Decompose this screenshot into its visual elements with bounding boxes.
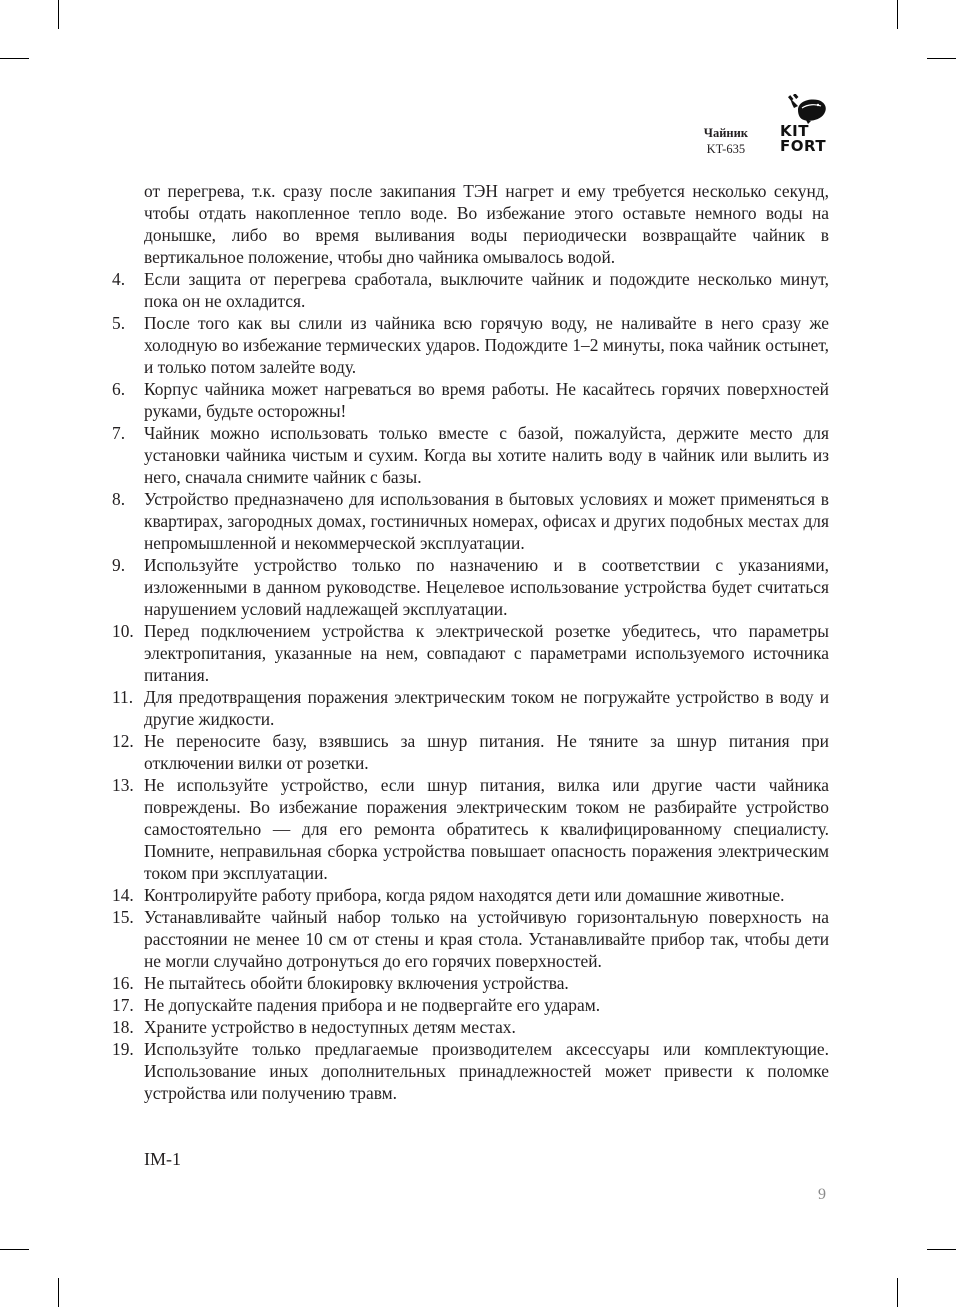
- crop-mark: [927, 58, 956, 59]
- list-item: 15. Устанавливайте чайный набор только на устойчивую горизонтальную поверхность на расстоянии не менее 10 см от стены и края стола. Устанавливайте прибор так, чтобы дети не могли случайно дотронуться до его горячих поверхностей.: [112, 907, 829, 971]
- instructions-list: [112, 180, 829, 1104]
- list-item: 18. Храните устройство в недоступных детям местах.: [112, 1017, 516, 1037]
- crop-mark: [0, 58, 29, 59]
- page-header: [680, 92, 840, 162]
- crop-mark: [58, 1278, 59, 1307]
- list-item: 10. Перед подключением устройства к электрической розетке убедитесь, что параметры электропитания, указанные на нем, совпадают с параметрами используемого источника питания.: [112, 621, 829, 685]
- product-label: [704, 125, 748, 157]
- list-item: 16. Не пытайтесь обойти блокировку включения устройства.: [112, 973, 569, 993]
- product-name: Чайник: [703, 126, 748, 140]
- product-model: KT-635: [706, 142, 746, 156]
- list-item: 11. Для предотвращения поражения электрическим током не погружайте устройство в воду и другие жидкости.: [112, 687, 829, 729]
- list-item: 4. Если защита от перегрева сработала, выключите чайник и подождите несколько минут, пока он не охладится.: [112, 269, 829, 311]
- brand-wordmark: KIT FORT: [780, 122, 827, 155]
- list-item: 12. Не переносите базу, взявшись за шнур питания. Не тяните за шнур питания при отключении вилки от розетки.: [112, 731, 829, 773]
- continuation-paragraph: от перегрева, т.к. сразу после закипания ТЭН нагрет и ему требуется несколько секунд, чтобы отдать накопленное тепло воде. Во избежание этого оставьте немного воды на донышке, либо во время выливания воды периодически возвращайте чайник в вертикальное положение, чтобы дно чайника омывалось водой.: [144, 181, 829, 267]
- document-code: IM-1: [144, 1149, 181, 1169]
- crop-mark: [897, 1278, 898, 1307]
- whale-plug-icon: [788, 94, 828, 124]
- page-number: 9: [818, 1186, 826, 1203]
- list-item: 9. Используйте устройство только по назначению и в соответствии с указаниями, изложенными в данном руководстве. Нецелевое использование устройства будет считаться нарушением условий надлежащей эксплуатации.: [112, 555, 829, 619]
- crop-mark: [0, 1249, 29, 1250]
- crop-mark: [58, 0, 59, 29]
- list-item: 19. Используйте только предлагаемые производителем аксессуары или комплектующие. Использование иных дополнительных принадлежностей может привести к поломке устройства или получению травм.: [112, 1039, 829, 1103]
- brand-logo: [780, 92, 840, 156]
- list-item: 5. После того как вы слили из чайника всю горячую воду, не наливайте в него сразу же холодную во избежание термических ударов. Подождите 1–2 минуты, пока чайник остынет, и только потом залейте воду.: [112, 313, 829, 377]
- list-item: 6. Корпус чайника может нагреваться во время работы. Не касайтесь горячих поверхностей руками, будьте осторожны!: [112, 379, 829, 421]
- list-item: 14. Контролируйте работу прибора, когда рядом находятся дети или домашние животные.: [112, 885, 785, 905]
- list-item: 8. Устройство предназначено для использования в бытовых условиях и может применяться в квартирах, загородных домах, гостиничных номерах, офисах и других подобных местах для непромышленной и некоммерческой эксплуатации.: [112, 489, 829, 553]
- crop-mark: [927, 1249, 956, 1250]
- list-item: 13. Не используйте устройство, если шнур питания, вилка или другие части чайника повреждены. Во избежание поражения электрическим током не разбирайте устройство самостоятельно — для его ремонта обратитесь к квалифицированному специалисту. Помните, неправильная сборка устройства повышает опасность поражения электрическим током при эксплуатации.: [112, 775, 829, 883]
- list-item: 7. Чайник можно использовать только вместе с базой, пожалуйста, держите место для установки чайника чистым и сухим. Когда вы хотите налить воду в чайник или вылить из него, сначала снимите чайник с базы.: [112, 423, 829, 487]
- crop-mark: [897, 0, 898, 29]
- list-item: 17. Не допускайте падения прибора и не подвергайте его ударам.: [112, 995, 601, 1015]
